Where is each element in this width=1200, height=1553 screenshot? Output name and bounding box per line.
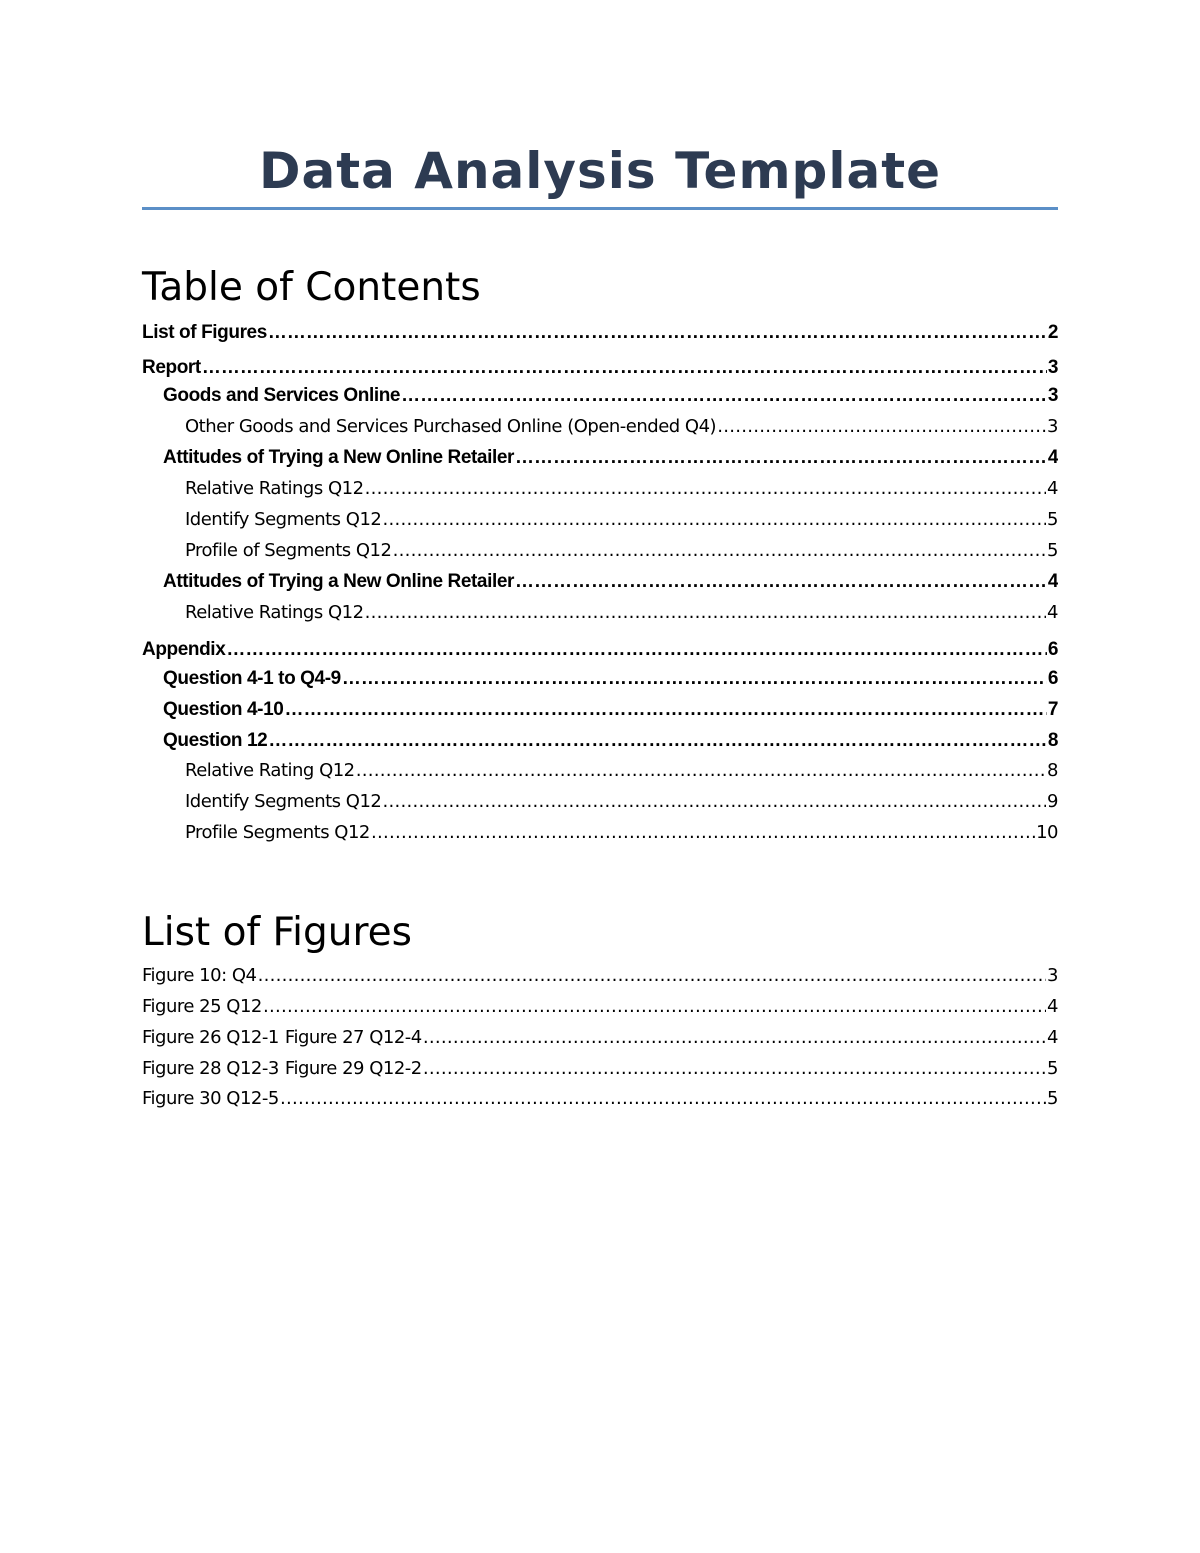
figure-entry-label-secondary: Figure 29 Q12-2 [284, 1058, 422, 1079]
toc-entry-profile-segments-q12[interactable] [185, 820, 1058, 846]
toc-entry-page: 2 [1047, 322, 1058, 343]
dot-leader [356, 758, 1046, 784]
dot-leader [365, 476, 1047, 502]
toc-entry-label: Identify Segments Q12 [185, 509, 382, 530]
dot-leader [226, 637, 1046, 663]
toc-entry-label: Identify Segments Q12 [185, 791, 382, 812]
toc-entry-label: Goods and Services Online [163, 385, 401, 406]
dot-leader [258, 963, 1047, 989]
dot-leader [515, 445, 1047, 471]
toc-entry-label: Relative Rating Q12 [185, 760, 355, 781]
toc-heading: Table of Contents [142, 265, 481, 310]
figure-entry-page: 3 [1047, 965, 1058, 986]
toc-entry-question-12[interactable] [163, 728, 1058, 754]
toc-entry-page: 10 [1036, 822, 1058, 843]
toc-entry-page: 4 [1047, 602, 1058, 623]
dot-leader [515, 569, 1047, 595]
toc-entry-goods-and-services-online[interactable] [163, 383, 1058, 409]
toc-entry-other-goods-and-services[interactable] [185, 414, 1058, 440]
figure-entry-28-29[interactable] [142, 1056, 1058, 1082]
dot-leader [280, 1086, 1046, 1112]
toc-entry-page: 3 [1047, 385, 1058, 406]
dot-leader [284, 697, 1046, 723]
dot-leader [268, 320, 1047, 346]
document-title: Data Analysis Template [258, 142, 942, 200]
figure-entry-page: 4 [1047, 1027, 1058, 1048]
toc-entry-relative-rating-q12[interactable] [185, 758, 1058, 784]
toc-entry-label: Relative Ratings Q12 [185, 478, 364, 499]
toc-entry-list-of-figures[interactable] [142, 320, 1058, 346]
dot-leader [392, 538, 1046, 564]
toc-entry-label: Profile Segments Q12 [185, 822, 370, 843]
toc-entry-label: Question 4-10 [163, 699, 284, 720]
toc-entry-appendix[interactable] [142, 637, 1058, 663]
dot-leader [365, 600, 1047, 626]
toc-entry-page: 5 [1047, 509, 1058, 530]
dot-leader [342, 666, 1047, 692]
figure-entry-page: 5 [1047, 1088, 1058, 1109]
toc-entry-page: 4 [1047, 571, 1058, 592]
toc-entry-page: 8 [1047, 760, 1058, 781]
toc-entry-page: 3 [1047, 357, 1058, 378]
figure-entry-page: 4 [1047, 996, 1058, 1017]
toc-entry-page: 4 [1047, 478, 1058, 499]
dot-leader [717, 414, 1046, 440]
toc-entry-page: 6 [1047, 668, 1058, 689]
toc-entry-page: 4 [1047, 447, 1058, 468]
toc-entry-relative-ratings-q12-2[interactable] [185, 600, 1058, 626]
figure-entry-label-secondary: Figure 27 Q12-4 [284, 1027, 422, 1048]
toc-entry-page: 8 [1047, 730, 1058, 751]
dot-leader [371, 820, 1035, 846]
figure-entry-label: Figure 10: Q4 [142, 965, 257, 986]
toc-entry-identify-segments-q12[interactable] [185, 507, 1058, 533]
dot-leader [401, 383, 1047, 409]
toc-entry-report[interactable] [142, 355, 1058, 381]
toc-entry-label: Profile of Segments Q12 [185, 540, 392, 561]
toc-entry-relative-ratings-q12[interactable] [185, 476, 1058, 502]
figure-entry-25[interactable] [142, 994, 1058, 1020]
dot-leader [268, 728, 1046, 754]
dot-leader [423, 1056, 1046, 1082]
toc-entry-label: Attitudes of Trying a New Online Retailer [163, 571, 514, 592]
toc-entry-question-4-1-to-q4-9[interactable] [163, 666, 1058, 692]
toc-entry-page: 7 [1047, 699, 1058, 720]
toc-entry-page: 3 [1047, 416, 1058, 437]
toc-entry-identify-segments-q12-2[interactable] [185, 789, 1058, 815]
toc-entry-question-4-10[interactable] [163, 697, 1058, 723]
toc-entry-page: 9 [1047, 791, 1058, 812]
figure-entry-30[interactable] [142, 1086, 1058, 1112]
list-of-figures-heading: List of Figures [142, 910, 412, 955]
figure-entry-26-27[interactable] [142, 1025, 1058, 1051]
toc-entry-label: Attitudes of Trying a New Online Retailer [163, 447, 514, 468]
toc-entry-label: List of Figures [142, 322, 267, 343]
toc-entry-attitudes-new-online-retailer[interactable] [163, 445, 1058, 471]
toc-entry-attitudes-new-online-retailer-2[interactable] [163, 569, 1058, 595]
figure-entry-label: Figure 25 Q12 [142, 996, 262, 1017]
toc-entry-label: Question 4-1 to Q4-9 [163, 668, 341, 689]
toc-entry-label: Other Goods and Services Purchased Online (Open-ended Q4) [185, 416, 717, 437]
dot-leader [202, 355, 1047, 381]
figure-entry-label: Figure 28 Q12-3 [142, 1058, 279, 1079]
dot-leader [382, 507, 1046, 533]
dot-leader [263, 994, 1046, 1020]
figure-entry-page: 5 [1047, 1058, 1058, 1079]
figure-entry-10[interactable] [142, 963, 1058, 989]
document-page [142, 0, 1058, 1553]
figure-entry-label: Figure 30 Q12-5 [142, 1088, 279, 1109]
toc-entry-label: Appendix [142, 639, 226, 660]
toc-entry-label: Report [142, 357, 201, 378]
toc-entry-page: 6 [1047, 639, 1058, 660]
toc-entry-profile-of-segments-q12[interactable] [185, 538, 1058, 564]
toc-entry-label: Relative Ratings Q12 [185, 602, 364, 623]
toc-entry-label: Question 12 [163, 730, 268, 751]
dot-leader [382, 789, 1046, 815]
toc-entry-page: 5 [1047, 540, 1058, 561]
dot-leader [423, 1025, 1046, 1051]
title-underline [142, 207, 1058, 210]
figure-entry-label: Figure 26 Q12-1 [142, 1027, 279, 1048]
